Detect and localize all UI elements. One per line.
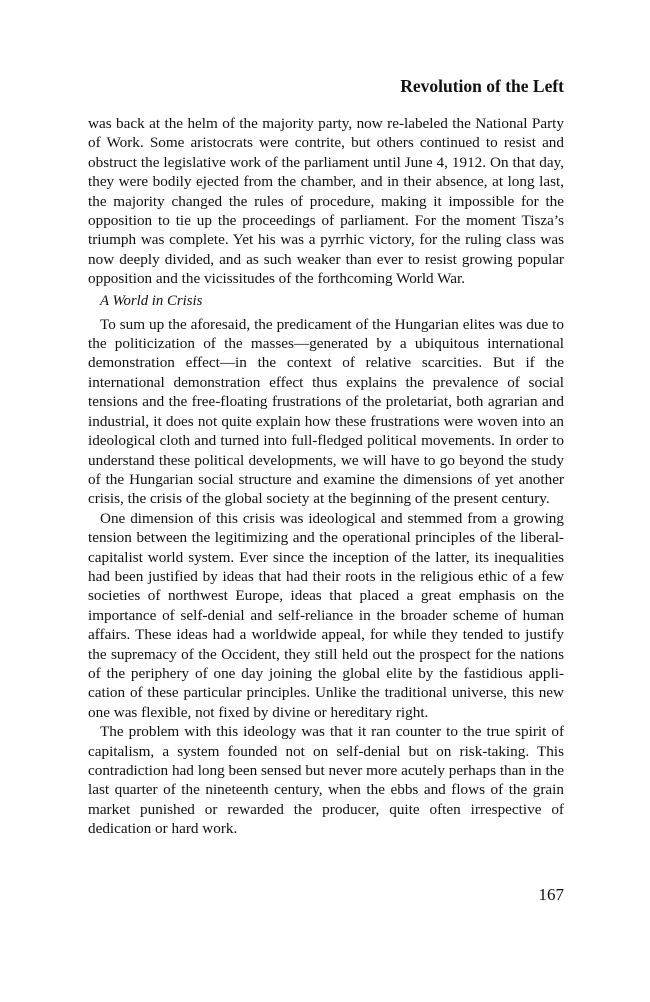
body-text — [88, 114, 564, 839]
paragraph-1: was back at the helm of the majority party, now re-labeled the National Party of Work. Some aristocrats were contrite, but others continued to resist and obstruct the legislative work of the parliament until June 4, 1912. On that day, they were bodily ejected from the chamber, and in their absence, at long last, the majority changed the rules of procedure, making it impossible for the opposition to tie up the proceedings of parliament. For the moment Tisza’s triumph was complete. Yet his was a pyrrhic victory, for the ruling class was now deeply divided, and as such weaker than ever to resist growing popular opposition and the vicissitudes of the forthcoming World War. — [88, 115, 564, 288]
page-number: 167 — [538, 885, 564, 904]
paragraph-3: One dimension of this crisis was ideological and stemmed from a growing tension between the legitimizing and the operational principles of the liberal-capitalist world system. Ever since the inception of the latter, its inequalities had been justified by ideas that had their roots in the religious ethic of a few societies of northwest Europe, ideas that placed a great emphasis on the importance of self-denial and self-reliance in the broader scheme of human affairs. These ideas had a worldwide appeal, for while they tended to justify the supremacy of the Occident, they still held out the prospect for the nations of the periphery of one day joining the global elite by the fastidious application of these particular principles. Unlike the traditional universe, this new one was flexible, not fixed by divine or hereditary right. — [88, 509, 564, 721]
section-heading: A World in Crisis — [100, 292, 203, 309]
paragraph-2: To sum up the aforesaid, the predicament of the Hungarian elites was due to the politicization of the masses—generated by a ubiquitous international demonstration effect—in the context of relative scarcities. But if the international demonstration effect thus explains the prevalence of social tensions and the free-floating frustrations of the proletariat, both agrarian and industrial, it does not quite explain how these frustrations were woven into an ideological cloth and turned into full-fledged political movements. In order to understand these political developments, we will have to go beyond the study of the Hungarian social structure and examine the dimensions of yet another crisis, the crisis of the global society at the beginning of the present century. — [88, 315, 564, 508]
paragraph-4: The problem with this ideology was that it ran counter to the true spirit of capitalism, a system founded not on self-denial but on risk-taking. This contradiction had long been sensed but never more acutely perhaps than in the last quarter of the nineteenth century, when the ebbs and flows of the grain market punished or rewarded the producer, quite often irrespective of dedication or hard work. — [88, 723, 564, 838]
running-head-title: Revolution of the Left — [400, 76, 564, 96]
book-page — [88, 74, 564, 954]
